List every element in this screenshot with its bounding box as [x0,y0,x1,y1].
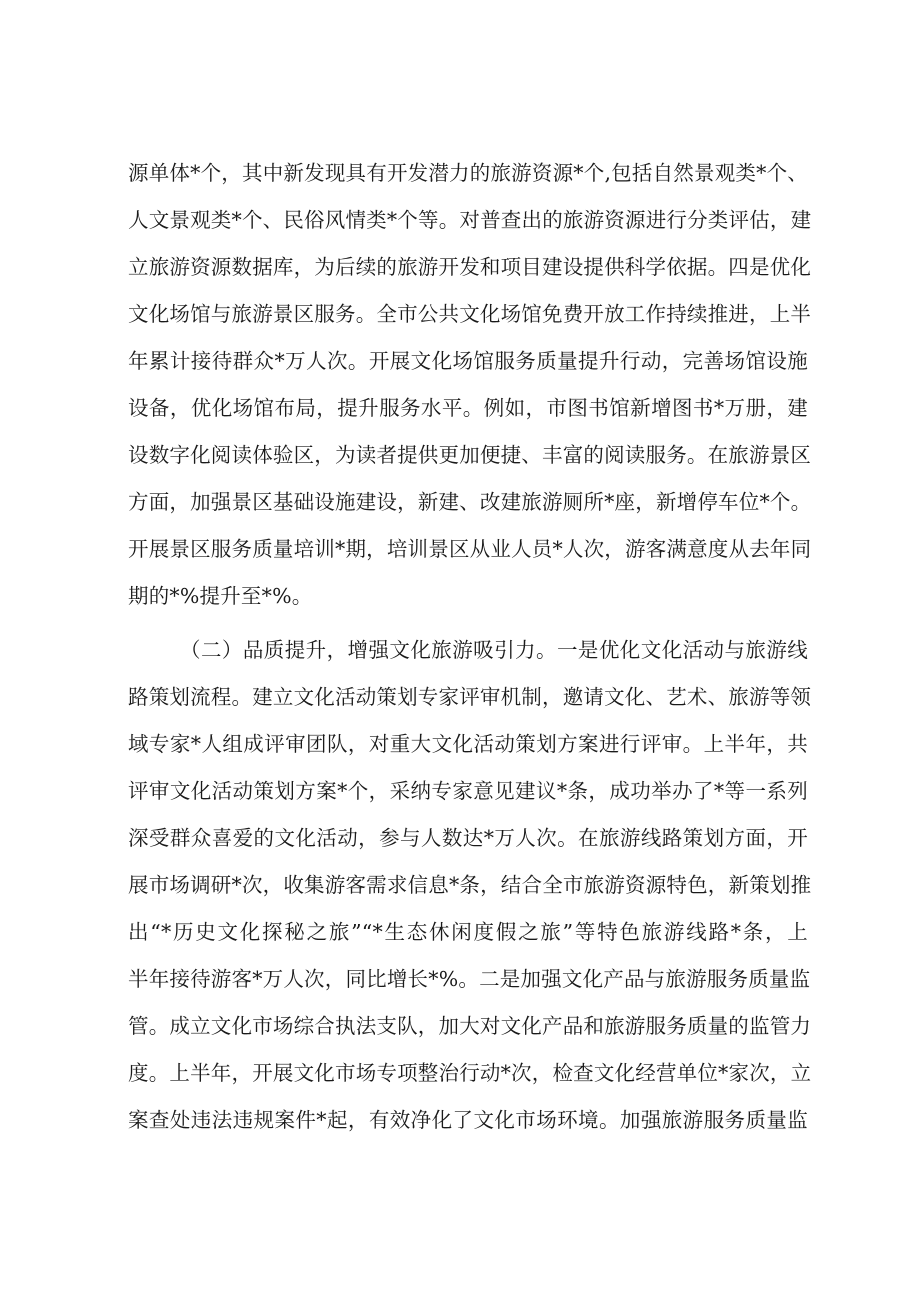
paragraph-1-line-8: 方面，加强景区基础设施建设，新建、改建旅游厕所*座，新增停车位*个。 [128,490,812,514]
paragraph-1-line-1: 源单体*个，其中新发现具有开发潜力的旅游资源*个,包括自然景观类*个、 [128,161,808,185]
paragraph-2-line-7: 出“*历史文化探秘之旅”“*生态休闲度假之旅”等特色旅游线路*条，上 [128,920,808,944]
paragraph-2-line-5: 深受群众喜爱的文化活动，参与人数达*万人次。在旅游线路策划方面，开 [128,826,808,850]
paragraph-1-line-2: 人文景观类*个、民俗风情类*个等。对普查出的旅游资源进行分类评估，建 [128,208,812,232]
paragraph-2-line-10: 度。上半年，开展文化市场专项整治行动*次，检查文化经营单位*家次，立 [128,1061,812,1085]
paragraph-1-line-7: 设数字化阅读体验区，为读者提供更加便捷、丰富的阅读服务。在旅游景区 [128,443,812,467]
paragraph-1-line-5: 年累计接待群众*万人次。开展文化场馆服务质量提升行动，完善场馆设施 [128,349,808,373]
paragraph-2-line-11: 案查处违法违规案件*起，有效净化了文化市场环境。加强旅游服务质量监 [128,1108,808,1132]
paragraph-2-line-4: 评审文化活动策划方案*个，采纳专家意见建议*条，成功举办了*等一系列 [128,779,808,803]
paragraph-2-line-3: 域专家*人组成评审团队，对重大文化活动策划方案进行评审。上半年，共 [128,732,808,756]
paragraph-2-line-6: 展市场调研*次，收集游客需求信息*条，结合全市旅游资源特色，新策划推 [128,873,812,897]
paragraph-2-line-9: 管。成立文化市场综合执法支队，加大对文化产品和旅游服务质量的监管力 [128,1014,812,1038]
paragraph-1-line-3: 立旅游资源数据库，为后续的旅游开发和项目建设提供科学依据。四是优化 [128,255,812,279]
paragraph-2-line-1: （二）品质提升，增强文化旅游吸引力。一是优化文化活动与旅游线 [180,638,808,662]
paragraph-2-line-2: 路策划流程。建立文化活动策划专家评审机制，邀请文化、艺术、旅游等领 [128,685,812,709]
paragraph-2-line-8: 半年接待游客*万人次，同比增长*%。二是加强文化产品与旅游服务质量监 [128,967,811,991]
paragraph-1-line-10: 期的*%提升至*%。 [128,584,313,608]
paragraph-1-line-6: 设备，优化场馆布局，提升服务水平。例如，市图书馆新增图书*万册，建 [128,396,808,420]
paragraph-1-line-4: 文化场馆与旅游景区服务。全市公共文化场馆免费开放工作持续推进，上半 [128,302,812,326]
paragraph-1-line-9: 开展景区服务质量培训*期，培训景区从业人员*人次，游客满意度从去年同 [128,537,812,561]
